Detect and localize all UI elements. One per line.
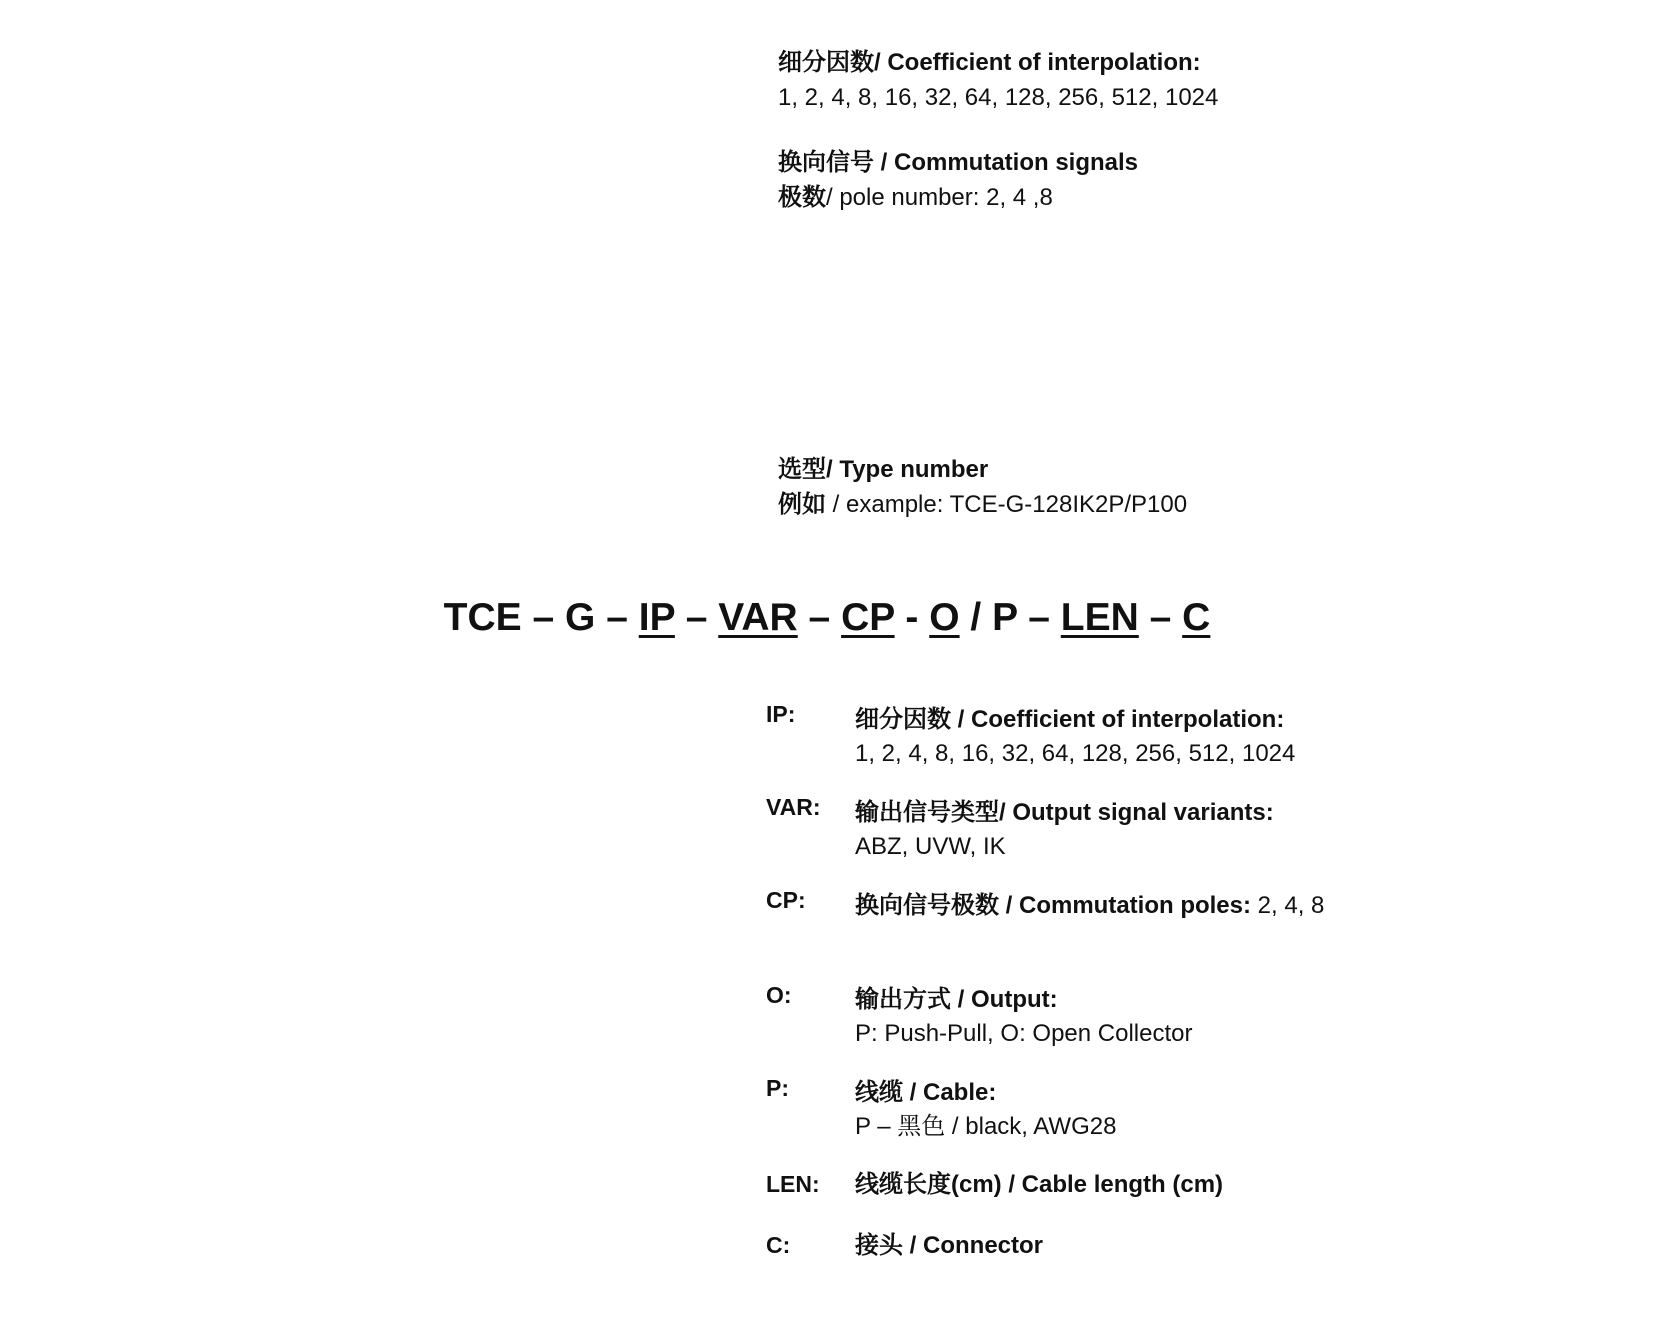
def-var — [855, 796, 1335, 864]
code-part-o: O — [929, 596, 960, 639]
def-title: 细分因数 / Coefficient of interpolation: — [855, 706, 1285, 733]
interpolation-title: 细分因数/ Coefficient of interpolation: — [778, 49, 1201, 76]
code-sep: / — [959, 596, 993, 639]
def-key-c: C: — [766, 1232, 791, 1258]
def-title: 输出方式 / Output: — [855, 986, 1058, 1013]
code-part-c: C — [1182, 596, 1211, 639]
def-title: 线缆长度(cm) / Cable length (cm) — [855, 1171, 1224, 1198]
def-ip — [855, 703, 1335, 771]
type-code — [0, 590, 1654, 646]
example-text: / example: TCE-G-128IK2P/P100 — [826, 491, 1188, 518]
def-key-var: VAR: — [766, 794, 821, 820]
example-label: 例如 — [778, 491, 826, 518]
code-sep: – — [521, 596, 566, 639]
code-sep: – — [797, 596, 842, 639]
def-cp — [855, 889, 1325, 923]
def-title: 接头 / Connector — [855, 1232, 1044, 1259]
commutation-title: 换向信号 / Commutation signals — [778, 149, 1139, 176]
def-key-len: LEN: — [766, 1171, 820, 1197]
code-part-g: G — [565, 596, 596, 639]
interpolation-values: 1, 2, 4, 8, 16, 32, 64, 128, 256, 512, 1024 — [778, 84, 1219, 111]
def-title: 线缆 / Cable: — [855, 1079, 997, 1106]
code-part-tce: TCE — [443, 596, 522, 639]
def-desc: 1, 2, 4, 8, 16, 32, 64, 128, 256, 512, 1024 — [855, 740, 1296, 767]
code-sep: – — [595, 596, 639, 639]
def-title: 换向信号极数 / Commutation poles: — [855, 892, 1251, 919]
commutation-poles-line — [778, 181, 1053, 215]
def-o — [855, 983, 1335, 1051]
code-sep: – — [674, 596, 719, 639]
def-key-o: O: — [766, 982, 792, 1008]
code-part-var: VAR — [718, 596, 798, 639]
code-part-p: P — [992, 596, 1018, 639]
def-title: 输出信号类型/ Output signal variants: — [855, 799, 1274, 826]
code-sep: - — [894, 596, 930, 639]
def-key-ip: IP: — [766, 701, 796, 727]
def-len — [855, 1168, 1335, 1202]
type-number-example-line — [778, 488, 1187, 522]
def-inline-values: 2, 4, 8 — [1251, 892, 1325, 919]
def-desc: ABZ, UVW, IK — [855, 833, 1006, 860]
poles-label: 极数 — [778, 184, 826, 211]
code-sep: – — [1138, 596, 1183, 639]
poles-text: / pole number: 2, 4 ,8 — [826, 184, 1053, 211]
def-c — [855, 1229, 1335, 1263]
code-part-cp: CP — [841, 596, 895, 639]
def-desc: P: Push-Pull, O: Open Collector — [855, 1020, 1193, 1047]
code-sep: – — [1017, 596, 1061, 639]
def-p — [855, 1076, 1335, 1144]
code-part-len: LEN — [1060, 596, 1139, 639]
def-key-p: P: — [766, 1075, 789, 1101]
code-part-ip: IP — [638, 596, 675, 639]
type-number-title: 选型/ Type number — [778, 456, 989, 483]
def-desc: P – 黑色 / black, AWG28 — [855, 1113, 1117, 1140]
def-key-cp: CP: — [766, 887, 806, 913]
